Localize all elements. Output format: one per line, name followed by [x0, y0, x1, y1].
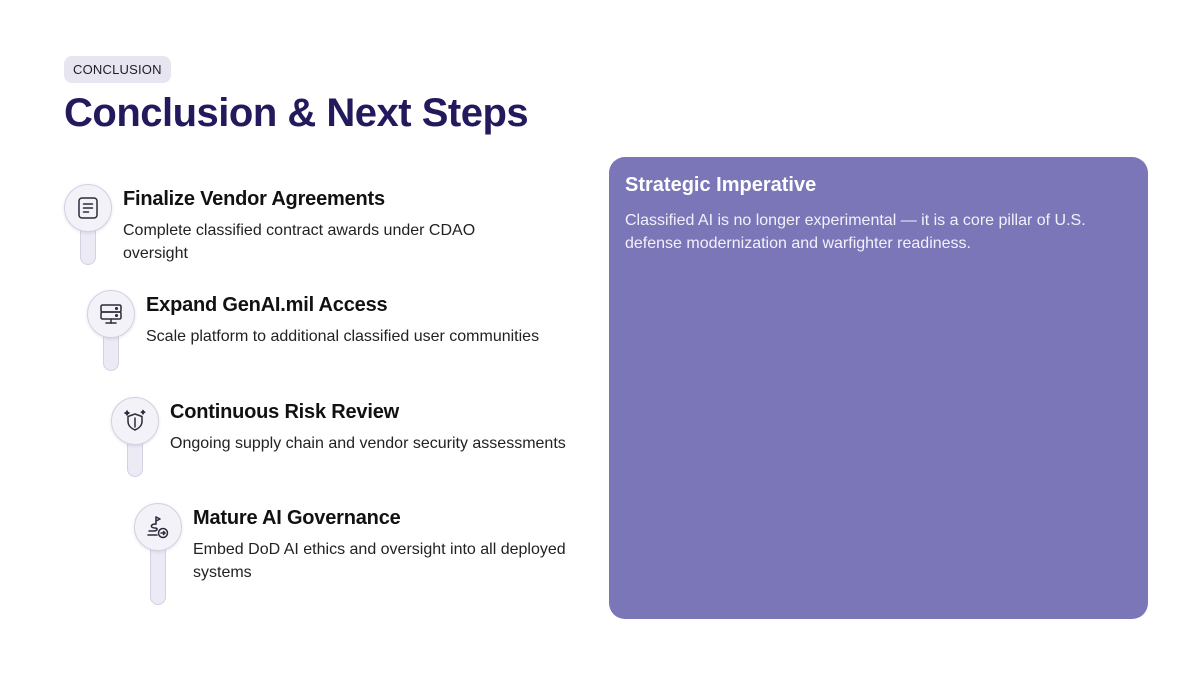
- step-title: Mature AI Governance: [193, 507, 401, 529]
- panel-title: Strategic Imperative: [625, 174, 817, 196]
- step-description: Embed DoD AI ethics and oversight into all deployed systems: [193, 541, 566, 581]
- strategic-imperative-panel: [609, 157, 1148, 619]
- panel-body: Classified AI is no longer experimental — it is a core pillar of U.S. defense modernization and warfighter readiness.: [625, 212, 1086, 252]
- section-badge: CONCLUSION: [64, 56, 171, 83]
- server-icon: [87, 290, 135, 338]
- step-connector: [150, 543, 166, 605]
- step-title: Finalize Vendor Agreements: [123, 188, 385, 210]
- step-description: Scale platform to additional classified user communities: [146, 328, 540, 345]
- step-title: Continuous Risk Review: [170, 401, 399, 423]
- document-icon: [64, 184, 112, 232]
- step-description: Ongoing supply chain and vendor security assessments: [170, 435, 566, 452]
- page-title: Conclusion & Next Steps: [64, 91, 529, 135]
- shield-sparkle-icon: [111, 397, 159, 445]
- flag-path-icon: [134, 503, 182, 551]
- step-title: Expand GenAI.mil Access: [146, 294, 388, 316]
- step-description: Complete classified contract awards under CDAO oversight: [123, 222, 476, 262]
